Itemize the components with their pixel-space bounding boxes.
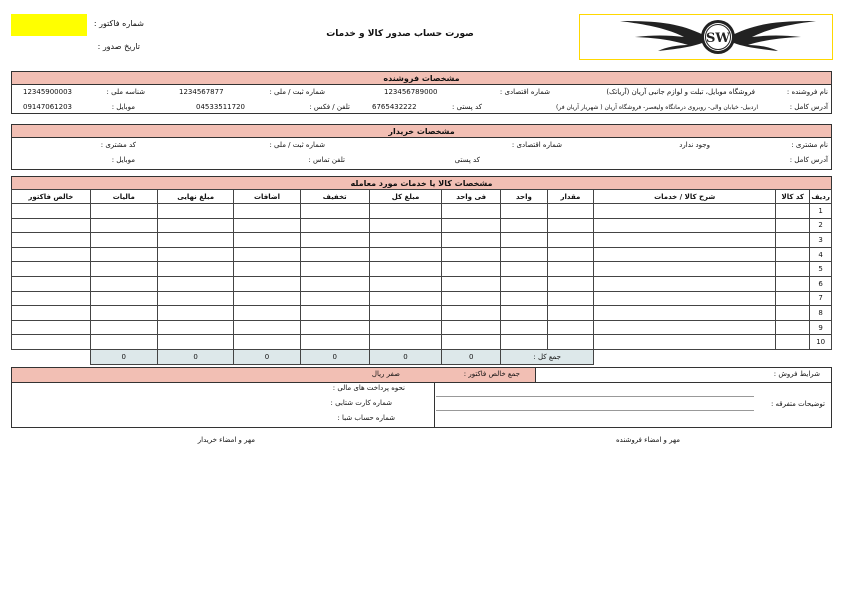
buyer-address-label: آدرس کامل : <box>789 156 828 164</box>
totals-row <box>12 349 832 364</box>
col-item-code: کد کالا <box>776 190 810 204</box>
row-number: 5 <box>810 262 832 277</box>
cell[interactable] <box>547 291 594 306</box>
cell[interactable] <box>157 218 234 233</box>
cell[interactable] <box>776 247 810 262</box>
items-header-row <box>12 190 832 204</box>
row-number: 8 <box>810 306 832 321</box>
seller-national-label: شناسه ملی : <box>106 88 145 96</box>
cell[interactable] <box>234 233 300 248</box>
cell[interactable] <box>442 291 501 306</box>
cell[interactable] <box>594 291 776 306</box>
cell[interactable] <box>234 262 300 277</box>
table-row <box>12 204 832 219</box>
buyer-name-label: نام مشتری : <box>791 141 828 149</box>
cell[interactable] <box>547 276 594 291</box>
col-discount: تخفیف <box>300 190 369 204</box>
cell[interactable] <box>157 204 234 219</box>
seller-economic-label: شماره اقتصادی : <box>499 88 550 96</box>
cell[interactable] <box>90 335 157 350</box>
cell[interactable] <box>90 262 157 277</box>
cell[interactable] <box>442 247 501 262</box>
cell[interactable] <box>300 233 369 248</box>
cell[interactable] <box>369 233 441 248</box>
cell[interactable] <box>369 291 441 306</box>
total-discount-sum: 0 <box>369 349 441 364</box>
payment-method-label: نحوه پرداخت های مالی : <box>332 384 405 392</box>
cell[interactable] <box>547 306 594 321</box>
cell[interactable] <box>442 233 501 248</box>
table-row <box>12 320 832 335</box>
cell[interactable] <box>157 320 234 335</box>
logo-image <box>580 15 832 59</box>
cell[interactable] <box>369 247 441 262</box>
cell[interactable] <box>90 218 157 233</box>
cell[interactable] <box>776 218 810 233</box>
buyer-code-label: کد مشتری : <box>100 141 136 149</box>
buyer-section-header <box>11 124 832 138</box>
invoice-number-label: شماره فاکتور : <box>93 19 144 28</box>
buyer-signature-label: مهر و امضاء خریدار <box>197 436 255 444</box>
cell[interactable] <box>547 262 594 277</box>
cell[interactable] <box>442 204 501 219</box>
col-net-invoice: خالص فاکتور <box>12 190 91 204</box>
buyer-mobile-label: موبایل : <box>111 156 135 164</box>
row-number: 2 <box>810 218 832 233</box>
cell[interactable] <box>90 204 157 219</box>
seller-mobile: 09147061203 <box>23 103 72 111</box>
cell[interactable] <box>501 291 548 306</box>
cell[interactable] <box>12 335 91 350</box>
cell[interactable] <box>157 233 234 248</box>
cell[interactable] <box>90 291 157 306</box>
notes-line-2 <box>436 410 754 411</box>
sales-terms-label: شرایط فروش : <box>773 370 820 378</box>
cell[interactable] <box>594 218 776 233</box>
seller-economic-no: 123456789000 <box>384 88 438 96</box>
seller-national-id: 12345900003 <box>23 88 72 96</box>
cell[interactable] <box>547 247 594 262</box>
col-row-number: ردیف <box>810 190 832 204</box>
table-row <box>12 218 832 233</box>
cell[interactable] <box>594 262 776 277</box>
cell[interactable] <box>547 233 594 248</box>
net-total-label: جمع خالص فاکتور : <box>463 370 520 378</box>
cell[interactable] <box>501 276 548 291</box>
cell[interactable] <box>300 276 369 291</box>
seller-postal-label: کد پستی : <box>452 103 482 111</box>
seller-phone-label: تلفن / فکس : <box>309 103 350 111</box>
seller-reg-label: شماره ثبت / ملی : <box>269 88 325 96</box>
logo-box <box>579 14 833 60</box>
notes-label: توضیحات متفرقه : <box>770 400 825 408</box>
seller-section-header <box>11 71 832 85</box>
total-label: جمع کل : <box>501 349 594 364</box>
cell[interactable] <box>442 320 501 335</box>
cell[interactable] <box>12 204 91 219</box>
cell[interactable] <box>300 262 369 277</box>
table-row <box>12 306 832 321</box>
row-number: 1 <box>810 204 832 219</box>
sheba-label: شماره حساب شبا : <box>337 414 395 422</box>
row-number: 4 <box>810 247 832 262</box>
cell[interactable] <box>157 335 234 350</box>
page-title: صورت حساب صدور کالا و خدمات <box>326 29 474 39</box>
buyer-section-title: مشخصات خریدار <box>388 126 455 136</box>
seller-address: اردبیل- خیابان والی- روبروی درمانگاه ولیعصر- فروشگاه آریان ( شهریار آریان فر) <box>556 104 758 111</box>
logo-text: SW <box>706 31 730 46</box>
cell[interactable] <box>12 320 91 335</box>
total-tax-sum: 0 <box>157 349 234 364</box>
cell[interactable] <box>369 204 441 219</box>
buyer-name: وجود ندارد <box>679 141 710 149</box>
col-tax: مالیات <box>90 190 157 204</box>
cell[interactable] <box>442 218 501 233</box>
cell[interactable] <box>501 218 548 233</box>
cell[interactable] <box>369 306 441 321</box>
cell[interactable] <box>547 204 594 219</box>
seller-signature-label: مهر و امضاء فروشنده <box>616 436 680 444</box>
cell[interactable] <box>12 247 91 262</box>
col-final-amount: مبلغ نهایی <box>157 190 234 204</box>
row-number: 6 <box>810 276 832 291</box>
table-row <box>12 276 832 291</box>
cell[interactable] <box>234 218 300 233</box>
cell[interactable] <box>12 306 91 321</box>
cell[interactable] <box>442 335 501 350</box>
net-total-value: صفر ریال <box>371 370 400 378</box>
cell[interactable] <box>501 320 548 335</box>
cell[interactable] <box>157 247 234 262</box>
table-row <box>12 291 832 306</box>
cell[interactable] <box>234 320 300 335</box>
col-unit-price: فی واحد <box>442 190 501 204</box>
cell[interactable] <box>776 306 810 321</box>
seller-mobile-label: موبایل : <box>111 103 135 111</box>
cell[interactable] <box>594 276 776 291</box>
total-net-sum: 0 <box>90 349 157 364</box>
items-table <box>11 189 832 365</box>
cell[interactable] <box>594 335 776 350</box>
cell[interactable] <box>594 233 776 248</box>
cell[interactable] <box>234 276 300 291</box>
cell[interactable] <box>776 233 810 248</box>
cell[interactable] <box>157 291 234 306</box>
total-additions-sum: 0 <box>300 349 369 364</box>
seller-phone: 04533511720 <box>196 103 245 111</box>
cell[interactable] <box>594 320 776 335</box>
seller-address-label: آدرس کامل : <box>789 103 828 111</box>
card-number-label: شماره کارت شتابی : <box>330 399 392 407</box>
cell[interactable] <box>501 306 548 321</box>
cell[interactable] <box>442 262 501 277</box>
buyer-reg-label: شماره ثبت / ملی : <box>269 141 325 149</box>
cell[interactable] <box>90 276 157 291</box>
row-number: 9 <box>810 320 832 335</box>
cell[interactable] <box>234 306 300 321</box>
seller-postal: 6765432222 <box>372 103 417 111</box>
cell[interactable] <box>369 218 441 233</box>
cell[interactable] <box>90 306 157 321</box>
cell[interactable] <box>12 233 91 248</box>
seller-name-label: نام فروشنده : <box>786 88 828 96</box>
cell[interactable] <box>547 218 594 233</box>
cell[interactable] <box>501 247 548 262</box>
row-number: 10 <box>810 335 832 350</box>
row-number: 3 <box>810 233 832 248</box>
cell[interactable] <box>234 247 300 262</box>
cell[interactable] <box>594 247 776 262</box>
cell[interactable] <box>234 204 300 219</box>
col-unit: واحد <box>501 190 548 204</box>
table-row <box>12 247 832 262</box>
seller-section-title: مشخصات فروشنده <box>383 73 460 83</box>
cell[interactable] <box>369 335 441 350</box>
row-number: 7 <box>810 291 832 306</box>
cell[interactable] <box>12 276 91 291</box>
cell[interactable] <box>776 291 810 306</box>
cell[interactable] <box>776 276 810 291</box>
total-final-sum: 0 <box>234 349 300 364</box>
cell[interactable] <box>12 291 91 306</box>
col-total-amount: مبلغ کل <box>369 190 441 204</box>
cell[interactable] <box>776 204 810 219</box>
cell[interactable] <box>90 247 157 262</box>
cell[interactable] <box>234 335 300 350</box>
cell[interactable] <box>442 276 501 291</box>
cell[interactable] <box>300 218 369 233</box>
seller-reg-no: 1234567877 <box>179 88 224 96</box>
cell[interactable] <box>300 291 369 306</box>
cell[interactable] <box>157 276 234 291</box>
cell[interactable] <box>300 320 369 335</box>
cell[interactable] <box>369 276 441 291</box>
cell[interactable] <box>157 306 234 321</box>
cell[interactable] <box>776 320 810 335</box>
table-row <box>12 335 832 350</box>
notes-line-1 <box>436 396 754 397</box>
cell[interactable] <box>369 320 441 335</box>
buyer-postal-label: کد پستی <box>454 156 480 164</box>
cell[interactable] <box>234 291 300 306</box>
table-row <box>12 233 832 248</box>
cell[interactable] <box>501 262 548 277</box>
cell[interactable] <box>547 335 594 350</box>
cell[interactable] <box>300 204 369 219</box>
col-additions: اضافات <box>234 190 300 204</box>
items-section-title: مشخصات کالا یا خدمات مورد معامله <box>350 178 493 188</box>
cell[interactable] <box>776 262 810 277</box>
col-description: شرح کالا / خدمات <box>594 190 776 204</box>
issue-date-label: تاریخ صدور : <box>97 42 140 51</box>
cell[interactable] <box>501 204 548 219</box>
seller-name: فروشگاه موبایل، تبلت و لوازم جانبی آریان (آریاتک) <box>606 88 755 96</box>
cell[interactable] <box>547 320 594 335</box>
cell[interactable] <box>776 335 810 350</box>
cell[interactable] <box>501 233 548 248</box>
cell[interactable] <box>12 218 91 233</box>
cell[interactable] <box>90 320 157 335</box>
cell[interactable] <box>369 262 441 277</box>
cell[interactable] <box>594 204 776 219</box>
buyer-phone-label: تلفن تماس : <box>308 156 345 164</box>
buyer-economic-label: شماره اقتصادی : <box>511 141 562 149</box>
cell[interactable] <box>157 262 234 277</box>
cell[interactable] <box>300 306 369 321</box>
total-amount-sum: 0 <box>442 349 501 364</box>
items-section-header <box>11 176 832 190</box>
cell[interactable] <box>501 335 548 350</box>
cell[interactable] <box>300 247 369 262</box>
col-quantity: مقدار <box>547 190 594 204</box>
cell[interactable] <box>442 306 501 321</box>
cell[interactable] <box>90 233 157 248</box>
cell[interactable] <box>300 335 369 350</box>
table-row <box>12 262 832 277</box>
cell[interactable] <box>12 262 91 277</box>
cell[interactable] <box>594 306 776 321</box>
invoice-number-highlight[interactable] <box>11 14 87 36</box>
